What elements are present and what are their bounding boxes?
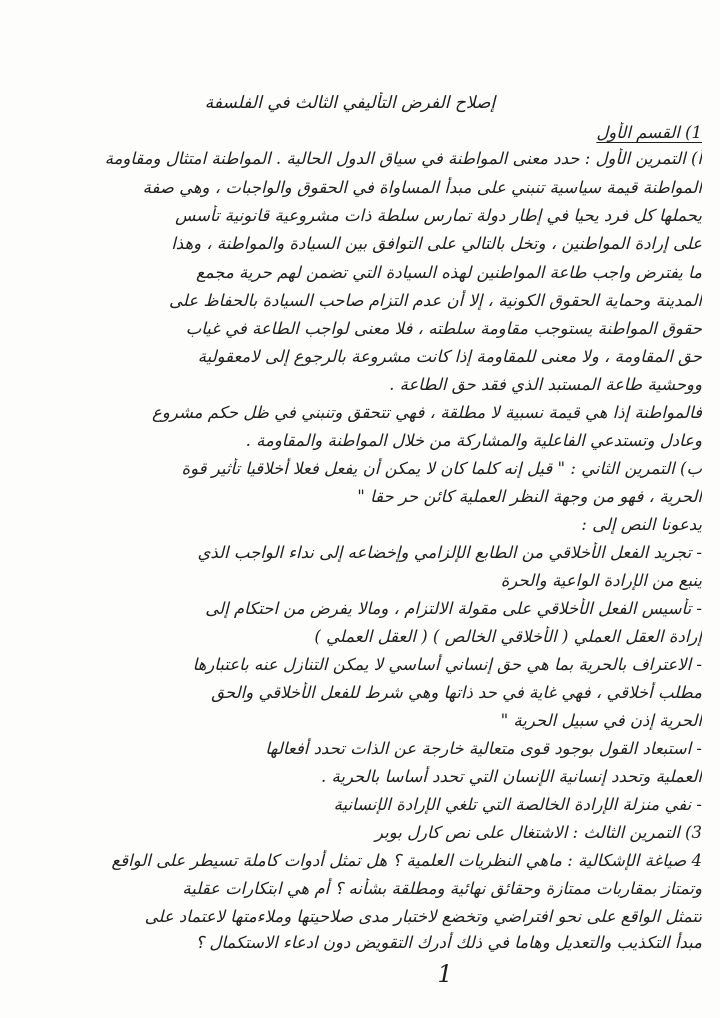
text-line: العملية وتحدد إنسانية الإنسان التي تحدد أساسا بالحرية . xyxy=(321,767,702,786)
text-line: الحرية إذن في سبيل الحرية " xyxy=(500,711,702,730)
text-line: وعادل وتستدعي الفاعلية والمشاركة من خلال المواطنة والمقاومة . xyxy=(245,431,702,450)
text-line: أ) التمرين الأول : حدد معنى المواطنة في سياق الدول الحالية . المواطنة امتثال ومقاومة xyxy=(104,149,702,168)
problem-line: 4 صياغة الإشكالية : ماهي النظريات العلمية ؟ هل تمثل أدوات كاملة تسيطر على الواقع xyxy=(111,851,702,870)
text-line: ووحشية طاعة المستبد الذي فقد حق الطاعة . xyxy=(389,375,702,394)
bullet-line: - تجريد الفعل الأخلاقي من الطابع الإلزامي وإخضاعه إلى نداء الواجب الذي xyxy=(197,543,702,562)
text-line: يحملها كل فرد يحيا في إطار دولة تمارس سلطة ذات مشروعية قانونية تأسس xyxy=(175,206,702,225)
text-line: ما يفترض واجب طاعة المواطنين لهذه السيادة التي تضمن لهم حرية مجمع xyxy=(195,263,702,282)
page-title: إصلاح الفرض التأليفي الثالث في الفلسفة xyxy=(204,93,496,113)
text-line: المواطنة قيمة سياسية تنبني على مبدأ المساواة في الحقوق والواجبات ، وهي صفة xyxy=(142,178,702,197)
text-line: حقوق المواطنة يستوجب مقاومة سلطته ، فلا معنى لواجب الطاعة في غياب xyxy=(185,319,702,338)
bullet-line: - استبعاد القول بوجود قوى متعالية خارجة عن الذات تحدد أفعالها xyxy=(265,739,702,758)
text-line: يدعونا النص إلى : xyxy=(581,515,702,534)
exercise-heading: 3) التمرين الثالث : الاشتغال على نص كارل بوبر xyxy=(375,823,702,842)
section-heading: 1) القسم الأول xyxy=(596,123,702,142)
text-line: الحرية ، فهو من وجهة النظر العملية كائن حر حقا " xyxy=(357,487,702,506)
exercise-heading: ب) التمرين الثاني : " قيل إنه كلما كان لا يمكن أن يفعل فعلا أخلاقيا تأثير قوة xyxy=(181,459,702,478)
text-line: المدينة وحماية الحقوق الكونية ، إلا أن عدم التزام صاحب السيادة بالحفاظ على xyxy=(169,291,702,310)
bullet-line: - تأسيس الفعل الأخلاقي على مقولة الالتزام ، ومالا يفرض من احتكام إلى xyxy=(205,599,702,618)
text-line: حق المقاومة ، ولا معنى للمقاومة إذا كانت مشروعة بالرجوع إلى لامعقولية xyxy=(197,347,702,366)
bullet-line: - الاعتراف بالحرية بما هي حق إنساني أساسي لا يمكن التنازل عنه باعتبارها xyxy=(192,655,702,674)
text-line: وتمتاز بمقاربات ممتازة وحقائق نهائية ومطلقة بشأنه ؟ أم هي ابتكارات عقلية xyxy=(182,879,702,898)
text-line: فالمواطنة إذا هي قيمة نسبية لا مطلقة ، فهي تتحقق وتنبني في ظل حكم مشروع xyxy=(152,403,702,422)
text-line: مطلب أخلاقي ، فهي غاية في حد ذاتها وهي شرط للفعل الأخلاقي والحق xyxy=(211,683,702,702)
text-line: ينبع من الإرادة الواعية والحرة xyxy=(500,571,702,590)
text-line: على إرادة المواطنين ، وتخل بالتالي على التوافق بين السيادة والمواطنة ، وهذا xyxy=(171,234,702,253)
text-line: إرادة العقل العملي ( الأخلاقي الخالص ) ( العقل العملي ) xyxy=(314,627,702,646)
page-number: 1 xyxy=(437,960,453,988)
text-line: تتمثل الواقع على نحو افتراضي وتخضع لاختبار مدى صلاحيتها وملاءمتها لاعتماد على xyxy=(144,907,702,926)
text-line: مبدأ التكذيب والتعديل وهاما في ذلك أدرك التقويض دون ادعاء الاستكمال ؟ xyxy=(195,933,702,952)
bullet-line: - نفي منزلة الإرادة الخالصة التي تلغي الإرادة الإنسانية xyxy=(333,795,702,814)
